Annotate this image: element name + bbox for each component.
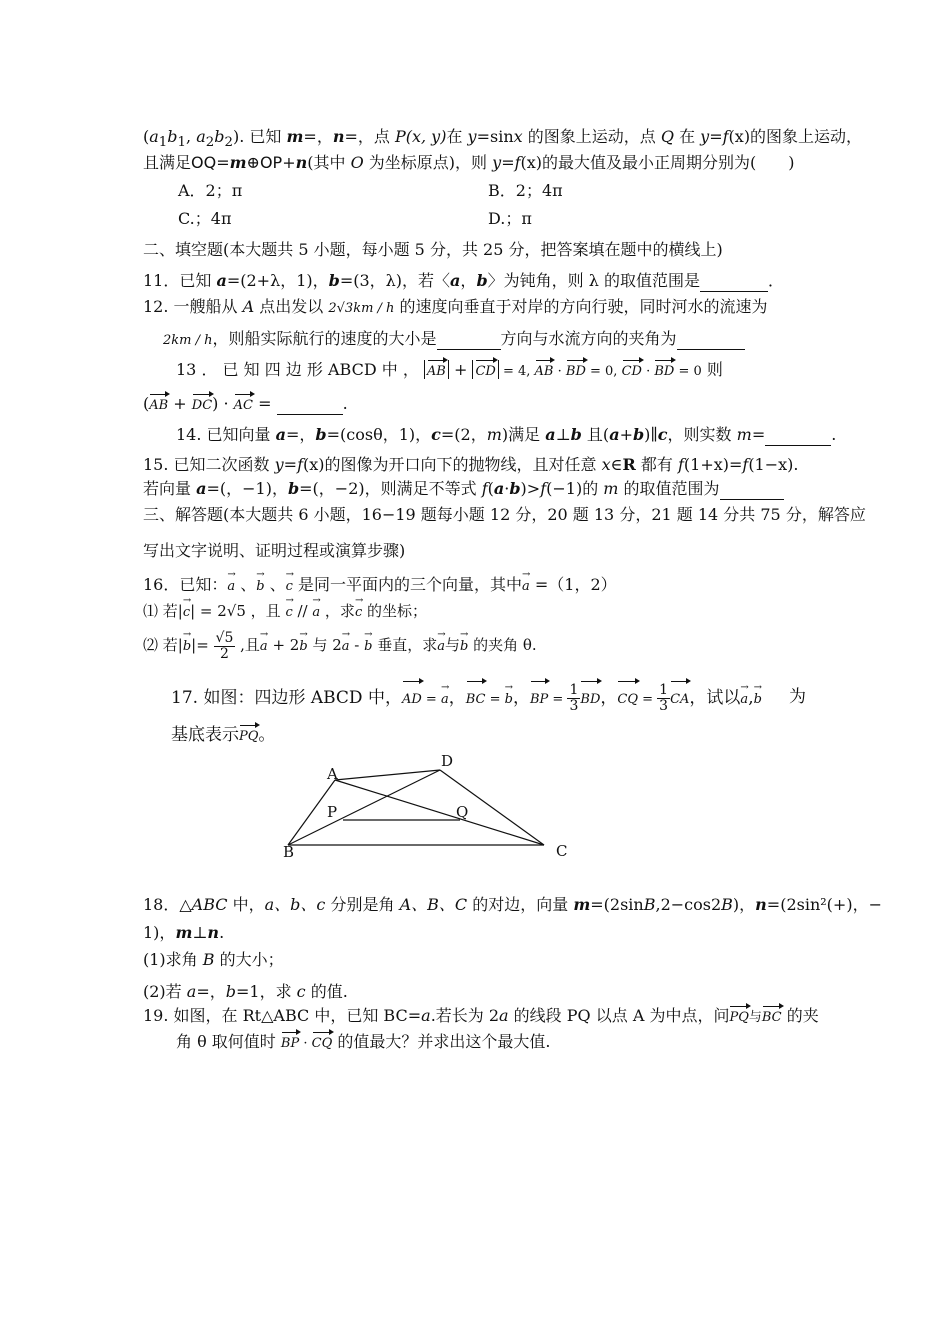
q19-line1: 19. 如图，在 Rt△ABC 中，已知 BC=a.若长为 2a 的线段 PQ 以点 A 为中点，问PQ与BC 的夹 (143, 1005, 819, 1028)
q18-line1: 18．△ABC 中，a、b、c 分别是角 A、B、C 的对边，向量 m=(2sinB,2−cos2B)，n=(2sin²(+)，− (143, 895, 882, 914)
q10-line1: ($a_1b_1$, $a_2b_2$). 已知 m=，n=，点 P(x, y)在 y=sinx 的图象上运动，点 Q 在 y=f(x)的图象上运动， (143, 127, 863, 151)
edge-AD (335, 770, 440, 780)
q10-line2: 且满足OQ=m⊕OP+n(其中 O 为坐标原点)，则 y=f(x)的最大值及最小正周期分别为( ) (143, 153, 795, 172)
q10-option-a: A．2；π (178, 181, 243, 200)
q15-answer-blank[interactable] (720, 479, 784, 500)
section-3-heading-line2: 写出文字说明、证明过程或演算步骤) (143, 541, 406, 560)
q17-wei: 为 (789, 687, 806, 707)
q11: 11．已知 a=(2+λ，1)，b=(3，λ)，若〈a，b〉为钝角，则 λ 的取值范围是 ． (143, 271, 784, 290)
section-3-heading-line1: 三、解答题(本大题共 6 小题，16−19 题每小题 12 分，20 题 13 分，21 题 14 分共 75 分，解答应 (143, 505, 866, 524)
q16-part1: ⑴ 若|→ c| = 2√5 ，且 → c // → a ，求→ c 的坐标； (143, 600, 427, 623)
label-D: D (441, 752, 454, 770)
q12-speed-blank[interactable] (437, 329, 501, 350)
q15-line2: 若向量 a=(，−1)，b=(，−2)，则满足不等式 f(a·b)>f(−1)的 m 的取值范围为 (143, 479, 784, 500)
label-C: C (556, 842, 568, 860)
q18-part1: (1)求角 B 的大小； (143, 950, 284, 969)
section-2-heading: 二、填空题(本大题共 5 小题，每小题 5 分，共 25 分，把答案填在题中的横线上) (143, 240, 723, 259)
quadrilateral-figure (280, 752, 580, 862)
q17-line2: 基底表示PQ。 (171, 725, 276, 745)
q11-answer-blank[interactable] (700, 271, 768, 292)
q13-answer-blank[interactable] (277, 394, 343, 415)
q19-line2: 角 θ 取何值时 BP · CQ 的值最大？并求出这个最大值. (176, 1031, 550, 1054)
q14: 14. 已知向量 a=，b=(cosθ，1)，c=(2，m)满足 a⊥b 且(a+b)∥c，则实数 m= . (176, 425, 837, 444)
q17-line1: 17. 如图：四边形 ABCD 中，AD = → a，BC = → b，BP = $\frac{1}{3}$ BD，CQ = $\frac{1}{3}$ CA，试以→ a,→ b (171, 680, 762, 717)
q10-option-d: D.；π (488, 209, 532, 228)
sqrt5-over-2: $\frac{√5}{2}$ (215, 629, 234, 662)
q13-line1: 13 ． 已 知 四 边 形 ABCD 中 ， AB + CD = 4, AB · BD = 0, CD · BD = 0 则 (176, 359, 723, 382)
q12-line1: 12. 一艘船从 A 点出发以 2√3km / h 的速度向垂直于对岸的方向行驶，同时河水的流速为 (143, 297, 768, 316)
q14-answer-blank[interactable] (765, 425, 831, 446)
q15-line1: 15. 已知二次函数 y=f(x)的图像为开口向下的抛物线，且对任意 x∈R 都有 f(1+x)=f(1−x). (143, 455, 799, 474)
q12-angle-blank[interactable] (677, 329, 745, 350)
label-P: P (327, 803, 338, 821)
q10-option-c: C.；4π (178, 209, 232, 228)
q10-option-b: B．2；4π (488, 181, 563, 200)
label-Q: Q (456, 803, 469, 821)
q16-part2: ⑵ 若|→ b|= $\frac{√5}{2}$ ,且→ a + 2→ b 与 2→ a - → b 垂直，求→ a与→ b 的夹角 θ. (143, 627, 537, 664)
q18-line2: 1)，m⊥n. (143, 923, 225, 942)
q12-line2: 2km / h，则船实际航行的速度的大小是 方向与水流方向的夹角为 (163, 329, 745, 351)
q16-stem: 16．已知：→ a 、→ b 、→ c 是同一平面内的三个向量，其中→ a =（1，2） (143, 574, 617, 597)
label-A: A (327, 765, 338, 783)
diagonal-AC (335, 780, 544, 845)
q13-line2: (AB + DC) · AC = . (143, 393, 348, 416)
diagonal-BD (288, 770, 440, 845)
q18-part2: (2)若 a=，b=1，求 c 的值. (143, 982, 348, 1001)
label-B: B (283, 843, 295, 861)
